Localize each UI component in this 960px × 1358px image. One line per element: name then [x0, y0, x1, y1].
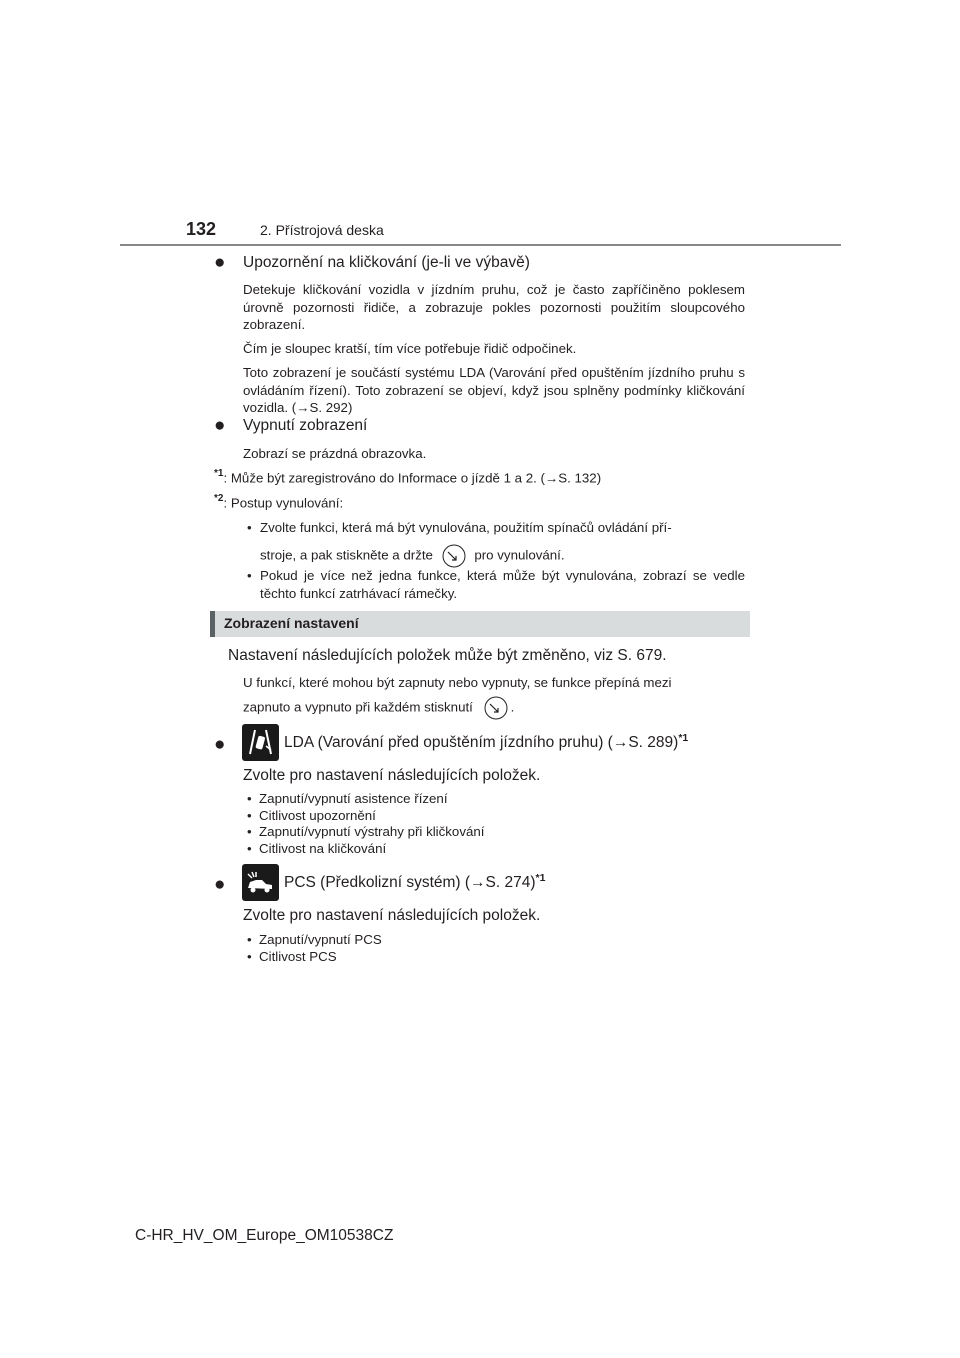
bullet-icon: ● [214, 252, 226, 273]
pcs-heading [284, 872, 545, 892]
enter-button-icon [483, 695, 509, 721]
list-item [247, 808, 484, 825]
footnote-mark: *1 [214, 468, 224, 479]
list-item-text: Zapnutí/vypnutí výstrahy při kličkování [259, 824, 485, 839]
footnote-2 [214, 494, 343, 510]
lda-icon [242, 724, 279, 761]
lda-title: LDA (Varování před opuštěním jízdního pruhu) (→S. 289) [284, 734, 679, 752]
footnote-mark: *2 [214, 493, 224, 504]
section-note-c: . [510, 699, 515, 715]
header-rule [120, 244, 841, 246]
pcs-icon [242, 864, 279, 901]
list-item-continuation [260, 543, 565, 569]
paragraph: Toto zobrazení je součástí systému LDA (Varování před opuštěním jízdního pruhu s ovládáním řízení). Toto zobrazení se objeví, když jsou splněny podmínky kličkování vozidla. (→S. 292) [243, 365, 745, 415]
footnote-text: : Může být zaregistrováno do Informace o jízdě 1 a 2. (→S. 132) [223, 470, 602, 486]
footnote-ref: *1 [535, 872, 546, 884]
list-item [247, 949, 382, 966]
list-item-text: Citlivost upozornění [259, 807, 376, 823]
item-heading: Vypnutí zobrazení [243, 417, 368, 434]
section-header [210, 611, 750, 637]
lda-sub-list [247, 791, 484, 857]
section-note-a: U funkcí, které mohou být zapnuty nebo vypnuty, se funkce přepíná mezi [243, 675, 672, 690]
list-item-text: Zapnutí/vypnutí asistence řízení [259, 791, 448, 806]
section-note-b: zapnuto a vypnuto při každém stisknutí [243, 699, 473, 715]
section-title: Zobrazení nastavení [224, 615, 359, 631]
footnote-1 [214, 469, 601, 485]
list-item [247, 791, 484, 808]
lda-heading [284, 732, 688, 752]
dot-icon: • [247, 840, 252, 856]
list-item [247, 519, 745, 537]
document-code: C-HR_HV_OM_Europe_OM10538CZ [135, 1227, 394, 1244]
list-item-text: Citlivost na kličkování [259, 840, 387, 856]
dot-icon: • [247, 932, 252, 947]
bullet-icon: ● [214, 734, 226, 755]
list-item-text: Zapnutí/vypnutí PCS [259, 932, 382, 947]
list-item [247, 567, 745, 602]
list-item-text-a: Zvolte funkci, která má být vynulována, použitím spínačů ovládání pří- [260, 520, 672, 535]
enter-button-icon [441, 543, 467, 569]
dot-icon: • [247, 807, 252, 823]
dot-icon: • [247, 824, 252, 839]
footnote-text: : Postup vynulování: [223, 495, 344, 511]
paragraph: Čím je sloupec kratší, tím více potřebuje řidič odpočinek. [243, 341, 577, 356]
bullet-icon: ● [214, 874, 226, 895]
list-item-text-b: stroje, a pak stiskněte a držte [260, 547, 433, 563]
list-item-text: Citlivost PCS [259, 948, 337, 964]
list-item [247, 841, 484, 858]
dot-icon: • [247, 568, 252, 583]
pcs-choose: Zvolte pro nastavení následujících položek. [243, 907, 541, 924]
item-heading: Upozornění na kličkování (je-li ve výbavě) [243, 254, 530, 271]
list-item [247, 932, 382, 949]
dot-icon: • [247, 948, 252, 964]
pcs-title: PCS (Předkolizní systém) (→S. 274) [284, 874, 536, 892]
paragraph: Zobrazí se prázdná obrazovka. [243, 446, 427, 461]
list-item-text-c: pro vynulování. [474, 547, 565, 563]
section-note-line [243, 695, 514, 721]
pcs-sub-list [247, 932, 382, 965]
section-intro: Nastavení následujících položek může být změněno, viz S. 679. [228, 647, 667, 664]
dot-icon: • [247, 520, 252, 535]
lda-choose: Zvolte pro nastavení následujících položek. [243, 767, 541, 784]
list-item [247, 824, 484, 841]
page-number: 132 [186, 219, 217, 239]
list-item-text: Pokud je více než jedna funkce, která může být vynulována, zobrazí se vedle těchto funkcí zatrhávací rámečky. [260, 568, 745, 601]
chapter-title: 2. Přístrojová deska [260, 222, 384, 238]
dot-icon: • [247, 791, 252, 806]
section-marker [210, 611, 215, 637]
paragraph: Detekuje kličkování vozidla v jízdním pruhu, což je často zapříčiněno poklesem úrovně pozornosti řidiče, a zobrazuje pokles pozornosti použitím sloupcového zobrazení. [243, 282, 745, 332]
bullet-icon: ● [214, 415, 226, 436]
footnote-ref: *1 [678, 732, 689, 744]
